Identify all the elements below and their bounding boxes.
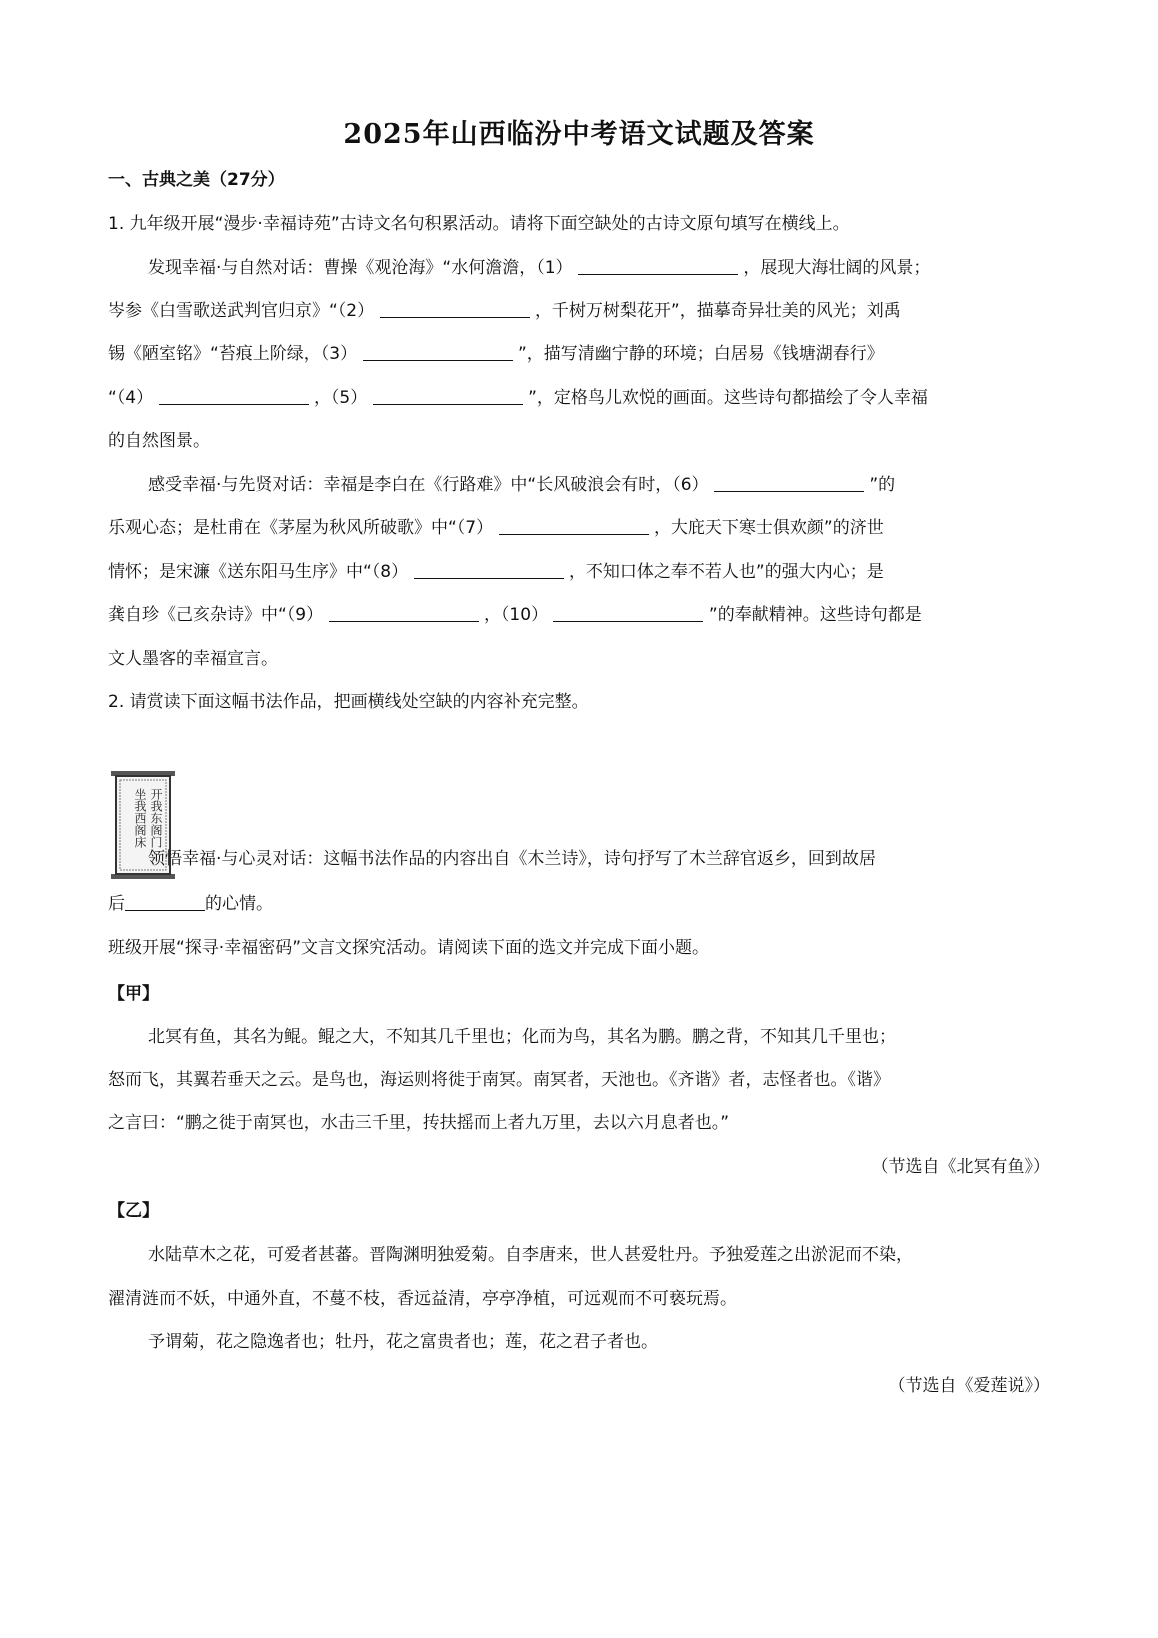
page-title: 2025年山西临汾中考语文试题及答案 (343, 119, 815, 150)
q1-paragraph-1-line-4 (108, 386, 1058, 410)
section-heading: 一、古典之美（27分） (108, 170, 285, 190)
q1-text: ”，描写清幽宁静的环境；白居易《钱塘湖春行》 (517, 344, 884, 364)
q1-paragraph-1-line-3 (108, 342, 1058, 366)
question-2-intro: 2. 请赏读下面这幅书法作品，把画横线处空缺的内容补充完整。 (108, 692, 589, 712)
passage-jia-label: 【甲】 (108, 984, 159, 1004)
q1-paragraph-1-line-5: 的自然图景。 (108, 431, 210, 451)
q1-paragraph-1-line-2 (108, 299, 1058, 323)
q1-paragraph-2-line-2 (108, 516, 1058, 540)
q1-text: ，展现大海壮阔的风景； (743, 258, 931, 278)
answer-blank-5[interactable] (373, 386, 523, 405)
answer-blank-7[interactable] (499, 516, 649, 535)
q1-text: ，大庇天下寒士俱欢颜”的济世 (653, 518, 884, 538)
passage-yi-line-1: 水陆草木之花，可爱者甚蕃。晋陶渊明独爱菊。自李唐来，世人甚爱牡丹。予独爱莲之出淤泥而不染， (148, 1245, 913, 1265)
calligraphy-text-col-1: 开我东阁门 (149, 788, 163, 848)
q1-text: ”，定格鸟儿欢悦的画面。这些诗句都描绘了令人幸福 (528, 388, 928, 408)
activity-intro: 班级开展“探寻·幸福密码”文言文探究活动。请阅读下面的选文并完成下面小题。 (108, 938, 710, 958)
passage-jia-line-1: 北冥有鱼，其名为鲲。鲲之大，不知其几千里也；化而为鸟，其名为鹏。鹏之背，不知其几千里也； (148, 1027, 896, 1047)
q2-text-line-2 (108, 892, 1058, 916)
answer-blank-q2[interactable] (125, 892, 205, 911)
q1-text: 龚自珍《己亥杂诗》中“（9） (108, 605, 324, 625)
q1-text: ”的 (869, 475, 896, 495)
q1-text: 发现幸福·与自然对话：曹操《观沧海》“水何澹澹，（1） (148, 258, 573, 278)
question-1-intro: 1. 九年级开展“漫步·幸福诗苑”古诗文名句积累活动。请将下面空缺处的古诗文原句填写在横线上。 (108, 214, 850, 234)
q1-text: ”的奉献精神。这些诗句都是 (708, 605, 922, 625)
answer-blank-8[interactable] (414, 560, 564, 579)
answer-blank-1[interactable] (578, 256, 738, 275)
answer-blank-10[interactable] (553, 603, 703, 622)
q1-text: 乐观心态；是杜甫在《茅屋为秋风所破歌》中“（7） (108, 518, 494, 538)
q1-paragraph-1-line-1 (148, 256, 1058, 280)
q1-text: ，（10） (483, 605, 549, 625)
q1-text: ，千树万树梨花开”，描摹奇异壮美的风光；刘禹 (534, 301, 901, 321)
q1-paragraph-2-line-1 (148, 473, 1058, 497)
q1-text: ，（5） (313, 388, 368, 408)
passage-jia-source: （节选自《北冥有鱼》） (871, 1157, 1050, 1177)
q1-paragraph-2-line-3 (108, 560, 1058, 584)
q1-text: 岑参《白雪歌送武判官归京》“（2） (108, 301, 375, 321)
passage-yi-label: 【乙】 (108, 1201, 159, 1221)
q1-text: “（4） (108, 388, 154, 408)
q2-text: 的心情。 (205, 894, 273, 914)
q1-text: 锡《陋室铭》“苔痕上阶绿，（3） (108, 344, 358, 364)
answer-blank-4[interactable] (159, 386, 309, 405)
q1-text: 感受幸福·与先贤对话：幸福是李白在《行路难》中“长风破浪会有时，（6） (148, 475, 709, 495)
passage-yi-source: （节选自《爱莲说》） (888, 1376, 1050, 1396)
q1-paragraph-2-line-4 (108, 603, 1058, 627)
answer-blank-6[interactable] (714, 473, 864, 492)
passage-yi-line-3: 予谓菊，花之隐逸者也；牡丹，花之富贵者也；莲，花之君子者也。 (148, 1332, 658, 1352)
passage-jia-line-3: 之言曰：“鹏之徙于南冥也，水击三千里，抟扶摇而上者九万里，去以六月息者也。” (108, 1113, 730, 1133)
answer-blank-2[interactable] (380, 299, 530, 318)
q2-text: 后 (108, 894, 125, 914)
q1-text: 情怀；是宋濂《送东阳马生序》中“（8） (108, 562, 409, 582)
passage-yi-line-2: 濯清涟而不妖，中通外直，不蔓不枝，香远益清，亭亭净植，可远观而不可亵玩焉。 (108, 1289, 737, 1309)
answer-blank-3[interactable] (363, 342, 513, 361)
q1-paragraph-2-line-5: 文人墨客的幸福宣言。 (108, 649, 278, 669)
answer-blank-9[interactable] (329, 603, 479, 622)
q1-text: ，不知口体之奉不若人也”的强大内心；是 (568, 562, 884, 582)
passage-jia-line-2: 怒而飞，其翼若垂天之云。是鸟也，海运则将徙于南冥。南冥者，天池也。《齐谐》者，志怪者也。《谐》 (108, 1070, 890, 1090)
q2-text-line-1: 领悟幸福·与心灵对话：这幅书法作品的内容出自《木兰诗》，诗句抒写了木兰辞官返乡，回到故居 (148, 849, 876, 869)
calligraphy-text-col-2: 坐我西阁床 (133, 788, 147, 848)
